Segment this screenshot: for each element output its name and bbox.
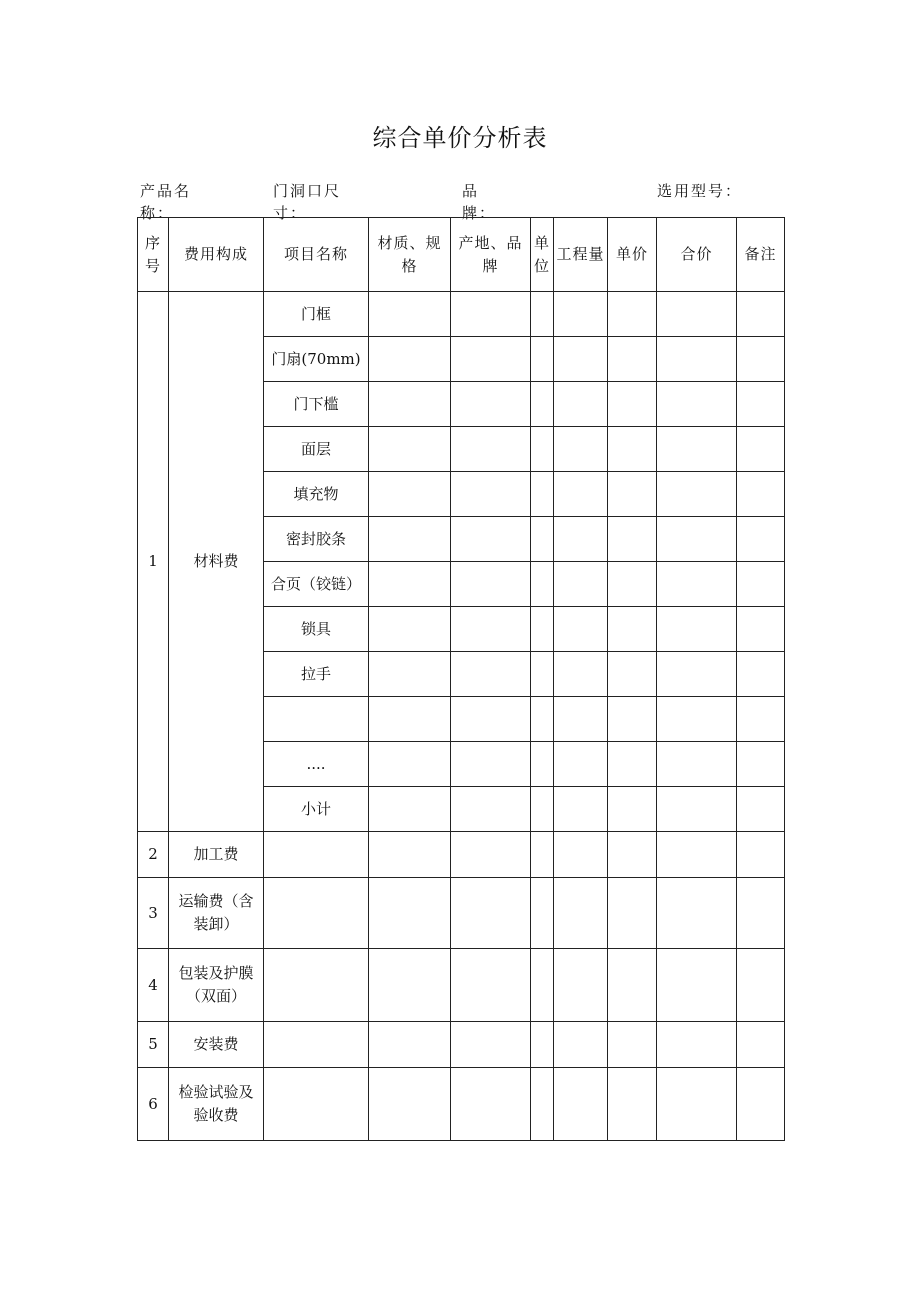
empty-cell bbox=[608, 832, 657, 878]
cost-type-cell: 材料费 bbox=[169, 292, 264, 832]
empty-cell bbox=[369, 517, 451, 562]
model-label: 选用型号： bbox=[657, 182, 743, 200]
table-row bbox=[138, 1022, 785, 1068]
empty-cell bbox=[554, 949, 608, 1022]
header-cost-type: 费用构成 bbox=[169, 218, 264, 292]
empty-cell bbox=[657, 1068, 737, 1141]
empty-cell bbox=[369, 562, 451, 607]
empty-cell bbox=[657, 562, 737, 607]
empty-cell bbox=[531, 1022, 554, 1068]
seq-cell: 6 bbox=[138, 1068, 169, 1141]
empty-cell bbox=[554, 787, 608, 832]
seq-cell: 1 bbox=[138, 292, 169, 832]
empty-cell bbox=[264, 878, 369, 949]
empty-cell bbox=[737, 742, 785, 787]
empty-cell bbox=[531, 949, 554, 1022]
brand-label: 品 牌： bbox=[462, 182, 497, 222]
empty-cell bbox=[608, 337, 657, 382]
empty-cell bbox=[608, 292, 657, 337]
empty-cell bbox=[554, 337, 608, 382]
empty-cell bbox=[657, 878, 737, 949]
empty-cell bbox=[451, 517, 531, 562]
table-row bbox=[138, 949, 785, 1022]
empty-cell bbox=[369, 652, 451, 697]
empty-cell bbox=[369, 382, 451, 427]
empty-cell bbox=[531, 787, 554, 832]
empty-cell bbox=[451, 878, 531, 949]
empty-cell bbox=[451, 832, 531, 878]
empty-cell bbox=[608, 1022, 657, 1068]
table-row bbox=[138, 1068, 785, 1141]
item-name-cell: 面层 bbox=[264, 427, 369, 472]
header-unit-price: 单价 bbox=[608, 218, 657, 292]
empty-cell bbox=[451, 949, 531, 1022]
empty-cell bbox=[554, 607, 608, 652]
empty-cell bbox=[737, 1022, 785, 1068]
empty-cell bbox=[608, 562, 657, 607]
header-quantity: 工程量 bbox=[554, 218, 608, 292]
empty-cell bbox=[554, 472, 608, 517]
empty-cell bbox=[737, 382, 785, 427]
empty-cell bbox=[451, 337, 531, 382]
empty-cell bbox=[657, 787, 737, 832]
empty-cell bbox=[369, 787, 451, 832]
empty-cell bbox=[608, 949, 657, 1022]
header-row bbox=[138, 218, 785, 292]
empty-cell bbox=[737, 472, 785, 517]
cost-type-cell: 安装费 bbox=[169, 1022, 264, 1068]
seq-cell: 4 bbox=[138, 949, 169, 1022]
empty-cell bbox=[608, 382, 657, 427]
empty-cell bbox=[737, 292, 785, 337]
cost-analysis-table bbox=[137, 217, 785, 1141]
empty-cell bbox=[657, 292, 737, 337]
empty-cell bbox=[531, 652, 554, 697]
empty-cell bbox=[531, 742, 554, 787]
empty-cell bbox=[737, 697, 785, 742]
empty-cell bbox=[554, 832, 608, 878]
empty-cell bbox=[657, 337, 737, 382]
empty-cell bbox=[608, 742, 657, 787]
item-name-cell: .... bbox=[264, 742, 369, 787]
empty-cell bbox=[531, 1068, 554, 1141]
seq-cell: 2 bbox=[138, 832, 169, 878]
empty-cell bbox=[369, 742, 451, 787]
empty-cell bbox=[554, 382, 608, 427]
empty-cell bbox=[369, 292, 451, 337]
table-row bbox=[138, 878, 785, 949]
empty-cell bbox=[554, 742, 608, 787]
empty-cell bbox=[554, 562, 608, 607]
empty-cell bbox=[657, 382, 737, 427]
cost-type-cell: 运输费（含 装卸） bbox=[169, 878, 264, 949]
empty-cell bbox=[451, 1022, 531, 1068]
empty-cell bbox=[451, 787, 531, 832]
empty-cell bbox=[737, 427, 785, 472]
empty-cell bbox=[737, 878, 785, 949]
product-name-label: 产品名 称： bbox=[140, 182, 192, 222]
empty-cell bbox=[737, 607, 785, 652]
empty-cell bbox=[531, 427, 554, 472]
empty-cell bbox=[657, 697, 737, 742]
empty-cell bbox=[531, 607, 554, 652]
cost-type-cell: 检验试验及 验收费 bbox=[169, 1068, 264, 1141]
empty-cell bbox=[554, 652, 608, 697]
cost-type-cell: 加工费 bbox=[169, 832, 264, 878]
header-origin-brand: 产地、品 牌 bbox=[451, 218, 531, 292]
seq-cell: 5 bbox=[138, 1022, 169, 1068]
empty-cell bbox=[451, 292, 531, 337]
empty-cell bbox=[657, 1022, 737, 1068]
empty-cell bbox=[657, 949, 737, 1022]
item-name-cell: 门下槛 bbox=[264, 382, 369, 427]
empty-cell bbox=[451, 427, 531, 472]
empty-cell bbox=[369, 878, 451, 949]
item-name-cell: 门扇(70mm) bbox=[264, 337, 369, 382]
empty-cell bbox=[608, 607, 657, 652]
empty-cell bbox=[451, 562, 531, 607]
header-item-name: 项目名称 bbox=[264, 218, 369, 292]
empty-cell bbox=[531, 517, 554, 562]
empty-cell bbox=[657, 652, 737, 697]
empty-cell bbox=[531, 562, 554, 607]
item-name-cell bbox=[264, 697, 369, 742]
empty-cell bbox=[369, 1068, 451, 1141]
seq-cell: 3 bbox=[138, 878, 169, 949]
empty-cell bbox=[608, 427, 657, 472]
header-total-price: 合价 bbox=[657, 218, 737, 292]
empty-cell bbox=[369, 697, 451, 742]
empty-cell bbox=[608, 787, 657, 832]
empty-cell bbox=[531, 292, 554, 337]
empty-cell bbox=[737, 787, 785, 832]
empty-cell bbox=[451, 652, 531, 697]
table-row bbox=[138, 292, 785, 337]
item-name-cell: 小计 bbox=[264, 787, 369, 832]
empty-cell bbox=[531, 472, 554, 517]
item-name-cell: 拉手 bbox=[264, 652, 369, 697]
door-size-label: 门洞口尺 寸： bbox=[273, 182, 342, 222]
empty-cell bbox=[264, 832, 369, 878]
empty-cell bbox=[554, 697, 608, 742]
empty-cell bbox=[264, 949, 369, 1022]
empty-cell bbox=[657, 427, 737, 472]
empty-cell bbox=[264, 1068, 369, 1141]
empty-cell bbox=[369, 1022, 451, 1068]
empty-cell bbox=[531, 382, 554, 427]
empty-cell bbox=[554, 427, 608, 472]
item-name-cell: 填充物 bbox=[264, 472, 369, 517]
empty-cell bbox=[554, 292, 608, 337]
empty-cell bbox=[737, 832, 785, 878]
item-name-cell: 密封胶条 bbox=[264, 517, 369, 562]
table-row bbox=[138, 832, 785, 878]
empty-cell bbox=[451, 382, 531, 427]
empty-cell bbox=[554, 517, 608, 562]
empty-cell bbox=[369, 337, 451, 382]
empty-cell bbox=[608, 472, 657, 517]
header-seq: 序 号 bbox=[138, 218, 169, 292]
empty-cell bbox=[531, 832, 554, 878]
empty-cell bbox=[369, 949, 451, 1022]
empty-cell bbox=[369, 427, 451, 472]
empty-cell bbox=[608, 652, 657, 697]
empty-cell bbox=[657, 472, 737, 517]
page-title: 综合单价分析表 bbox=[372, 124, 548, 152]
empty-cell bbox=[657, 607, 737, 652]
header-remarks: 备注 bbox=[737, 218, 785, 292]
empty-cell bbox=[451, 742, 531, 787]
empty-cell bbox=[737, 949, 785, 1022]
empty-cell bbox=[451, 472, 531, 517]
empty-cell bbox=[531, 337, 554, 382]
item-name-cell: 合页（铰链） bbox=[264, 562, 369, 607]
empty-cell bbox=[737, 517, 785, 562]
empty-cell bbox=[264, 1022, 369, 1068]
empty-cell bbox=[608, 697, 657, 742]
empty-cell bbox=[657, 517, 737, 562]
empty-cell bbox=[608, 517, 657, 562]
header-unit: 单 位 bbox=[531, 218, 554, 292]
item-name-cell: 门框 bbox=[264, 292, 369, 337]
empty-cell bbox=[451, 697, 531, 742]
empty-cell bbox=[369, 607, 451, 652]
empty-cell bbox=[737, 337, 785, 382]
empty-cell bbox=[369, 832, 451, 878]
empty-cell bbox=[554, 878, 608, 949]
empty-cell bbox=[554, 1022, 608, 1068]
empty-cell bbox=[737, 652, 785, 697]
empty-cell bbox=[657, 742, 737, 787]
empty-cell bbox=[608, 878, 657, 949]
empty-cell bbox=[531, 878, 554, 949]
empty-cell bbox=[369, 472, 451, 517]
empty-cell bbox=[554, 1068, 608, 1141]
empty-cell bbox=[608, 1068, 657, 1141]
empty-cell bbox=[657, 832, 737, 878]
empty-cell bbox=[531, 697, 554, 742]
empty-cell bbox=[737, 1068, 785, 1141]
empty-cell bbox=[451, 1068, 531, 1141]
cost-type-cell: 包装及护膜 （双面） bbox=[169, 949, 264, 1022]
empty-cell bbox=[737, 562, 785, 607]
item-name-cell: 锁具 bbox=[264, 607, 369, 652]
empty-cell bbox=[451, 607, 531, 652]
header-material-spec: 材质、规 格 bbox=[369, 218, 451, 292]
